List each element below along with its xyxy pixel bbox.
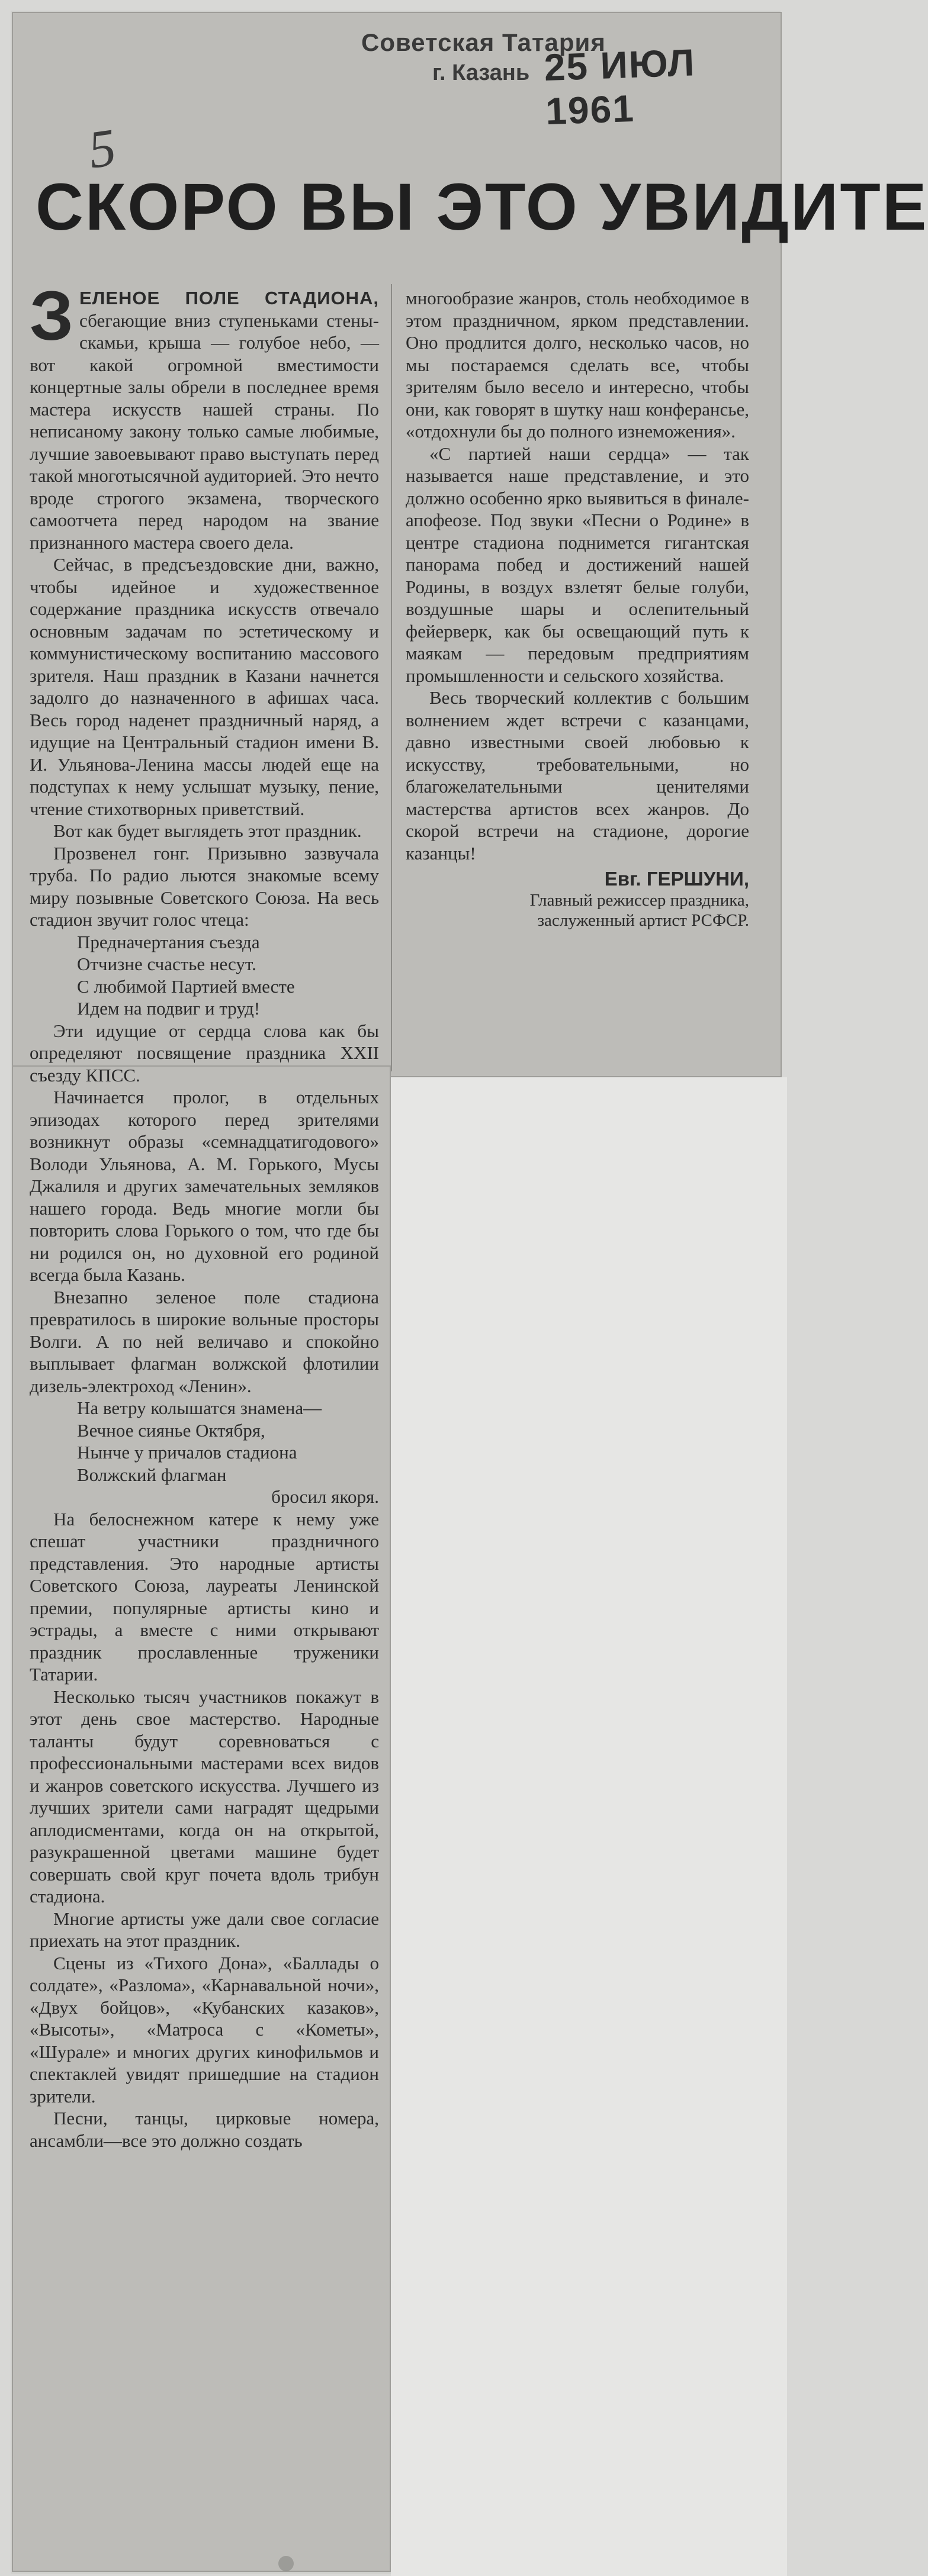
verse-line: бросил якоря. [271,1486,379,1507]
verse-line: Идем на подвиг и труд! [77,998,261,1019]
paragraph-text: сбегающие вниз ступеньками стены-скамьи, крыша — голубое небо, — вот какой огромной вместимости концертные залы обрели в последнее время мастера искусств нашей страны. По неписаному закону только самые любимые, лучшие завоевывают право выступать перед такой многотысячной аудиторией. Это нечто вроде строгого экзамена, творческого самоотчета перед народом на звание признанного мастера своего дела. [30,310,379,553]
verse-line: С любимой Партией вместе [77,975,295,997]
date-stamp: 25 ИЮЛ 1961 [543,41,696,133]
paragraph: Начинается пролог, в отдельных эпизодах которого перед зрителями возникнут образы «семнадцатигодового» Володи Ульянова, А. М. Горького, Мусы Джалиля и других замечательных земляков нашего города. Ведь многие могли бы повторить слова Горького о том, что где бы ни родился он, но духовной его родиной всегда была Казань. [30,1087,379,1285]
paragraph: многообразие жанров, столь необходимое в этом праздничном, ярком представлении. Оно продлится долго, несколько часов, но мы постараемся сделать все, чтобы зрителям было весело и интересно, чтобы они, как говорят в шутку наш конферансье, «отдохнули бы до полного изнеможения». [406,288,749,442]
city-stamp: г. Казань [432,60,530,85]
paragraph: Эти идущие от сердца слова как бы определяют посвящение праздника XXII съезду КПСС. [30,1020,379,1086]
paragraph: «С партией наши сердца» — так называется наше представление, и это должно особенно ярко выявиться в финале-апофеозе. Под звуки «Песни о Родине» в центре стадиона поднимется гигантская панорама побед и достижений нашей Родины, в воздух взлетят белые голуби, воздушные шары и ослепительный фейерверк, как бы освещающий путь к маякам — передовым предприятиям промышленности и сельского хозяйства. [406,443,749,686]
paragraph: Сейчас, в предсъездовские дни, важно, чтобы идейное и художественное содержание праздника искусств отвечало основным задачам по эстетическому и коммунистическому воспитанию массового зрителя. Наш праздник в Казани начнется задолго до назначенного в афишах часа. Весь город наденет праздничный наряд, а идущие на Центральный стадион имени В. И. Ульянова-Ленина массы людей еще на подступах к нему услышат музыку, пение, чтение стихотворных приветствий. [30,554,379,819]
paragraph: Прозвенел гонг. Призывно зазвучала труба. По радио льются знакомые всему миру позывные Советского Союза. На весь стадион звучит голос чтеца: [30,842,379,930]
verse-line: Предначертания съезда [77,931,260,952]
verse-line: Нынче у причалов стадиона [77,1442,297,1463]
paragraph: Вот как будет выглядеть этот праздник. [53,820,362,841]
paragraph: Песни, танцы, цирковые номера, ансамбли—все это должно создать [30,2108,379,2151]
verse-line: Волжский флагман [77,1464,227,1485]
paragraph: На белоснежном катере к нему уже спешат участники праздничного представления. Это народные артисты Советского Союза, лауреаты Ленинской премии, популярные артисты кино и эстрады, а вместе с ними открывают праздник прославленные труженики Татарии. [30,1508,379,1685]
article-right-column [406,287,749,930]
column-divider [391,284,392,1071]
source-stamp: Советская Татария [361,28,606,56]
verse-line: На ветру колышатся знамена— [77,1398,322,1418]
ink-stain [278,2556,294,2571]
paragraph: Весь творческий коллектив с большим волнением ждет встречи с казанцами, давно известными своей любовью к искусству, требовательными, но благожелательными ценителями мастерства артистов всех жанров. До скорой встречи на стадионе, дорогие казанцы! [406,687,749,864]
verse-line: Вечное сиянье Октября, [77,1419,265,1441]
author-role: Главный режиссер праздника, [529,890,749,910]
article-headline: СКОРО ВЫ ЭТО УВИДИТЕ [36,170,928,244]
drop-cap: З [30,277,73,355]
verse-line: Отчизне счастье несут. [77,954,256,974]
paragraph: Несколько тысяч участников покажут в этот день свое мастерство. Народные таланты будут соревноваться с профессиональными мастерами всех видов и жанров советского искусства. Лучшего из лучших зрители сами наградят щедрыми аплодисментами, когда он на открытой, разукрашенной цветами машине будет совершать свой круг почета вдоль трибун стадиона. [30,1686,379,1907]
article-left-column [30,277,379,2152]
blank-paper-area [391,1077,787,2576]
handwritten-number: 5 [85,118,120,180]
paragraph [30,277,379,553]
author-title: заслуженный артист РСФСР. [537,910,749,930]
paragraph: Сцены из «Тихого Дона», «Баллады о солдате», «Разлома», «Карнавальной ночи», «Двух бойцов», «Кубанских казаков», «Высоты», «Матроса с «Кометы», «Шурале» и многих других кинофильмов и спектаклей увидят пришедшие на стадион зрители. [30,1952,379,2107]
paragraph: Многие артисты уже дали свое согласие приехать на этот праздник. [30,1908,379,1951]
author-signature: Евг. ГЕРШУНИ, [604,868,749,890]
lead-caps: ЕЛЕНОЕ ПОЛЕ СТАДИОНА, [79,288,379,308]
paragraph: Внезапно зеленое поле стадиона превратилось в широкие вольные просторы Волги. А по ней величаво и спокойно выплывает флагман волжской флотилии дизель-электроход «Ленин». [30,1286,379,1396]
